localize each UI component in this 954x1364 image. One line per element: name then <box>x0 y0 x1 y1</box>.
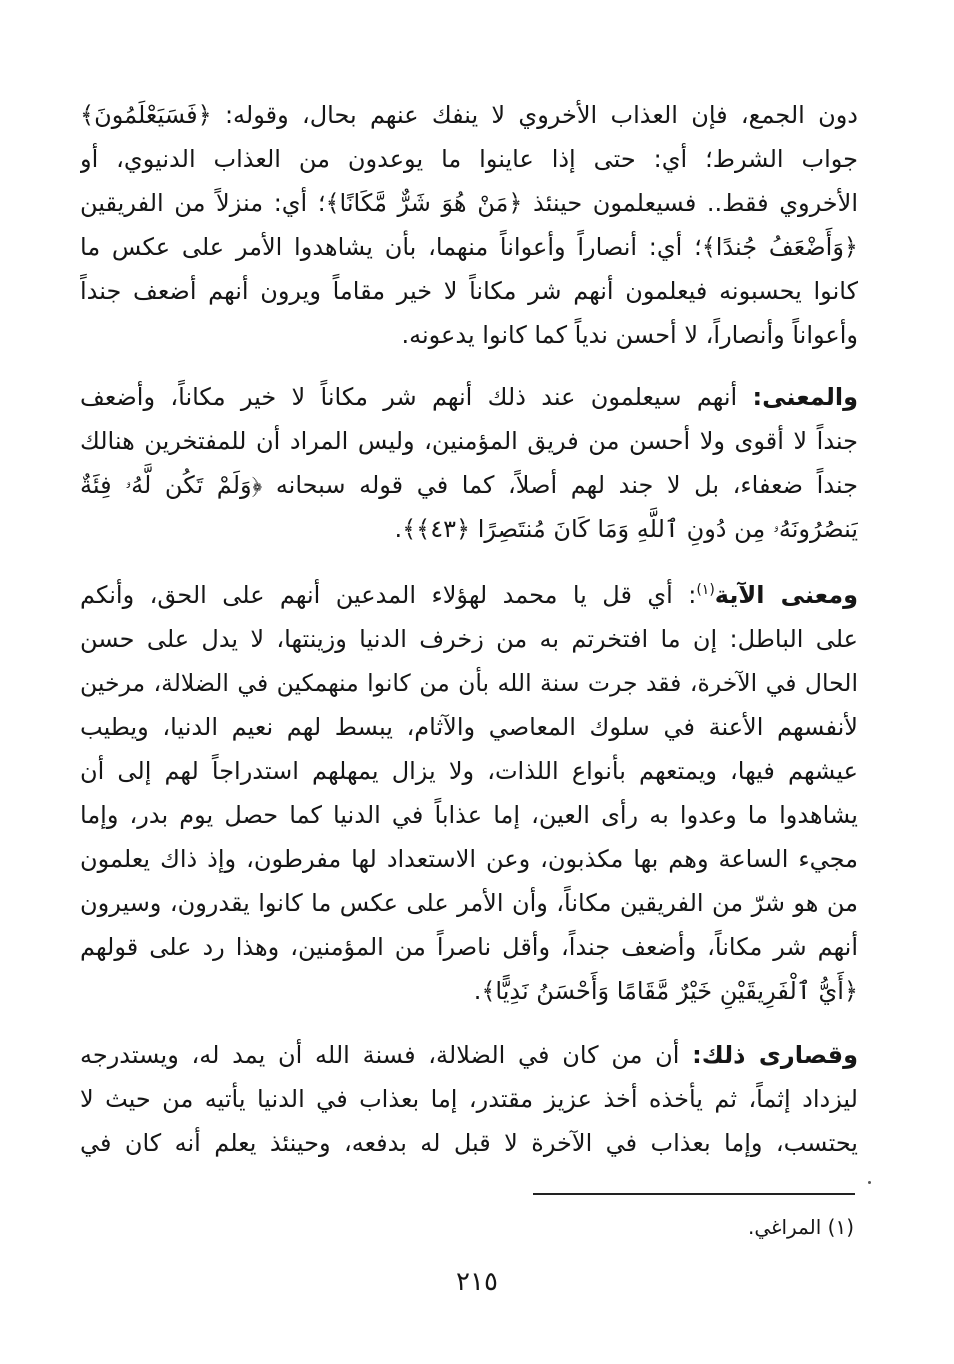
paragraph-4 <box>80 1033 858 1165</box>
text-line: من هو شرّ من الفريقين مكاناً، وأن الأمر على عكس ما كانوا يقدرون، وسيرون <box>80 889 858 917</box>
page-number: ٢١٥ <box>456 1267 498 1297</box>
text-line: جواب الشرط؛ أي: حتى إذا عاينوا ما يوعدون من العذاب الدنيوي، أو <box>80 145 858 173</box>
footnote <box>748 1210 854 1244</box>
paragraph-lead: والمعنى: <box>752 383 858 411</box>
text-line: وأعواناً وأنصاراً، لا أحسن ندياً كما كانوا يدعونه. <box>401 321 858 349</box>
paragraph-2 <box>80 375 858 551</box>
text-line <box>80 375 858 419</box>
text-line: يحتسب، وإما بعذاب في الآخرة لا قبل له بدفعه، وحينئذ يعلم أنه كان في <box>80 1129 858 1157</box>
paragraph-lead: وقصارى ذلك: <box>692 1041 858 1069</box>
text-line: الأخروي فقط.. فسيعلمون حينئذ ﴿مَنْ هُوَ شَرٌّ مَّكَانًا﴾؛ أي: منزلاً من الفريقين <box>80 189 858 217</box>
text-line <box>80 1033 858 1077</box>
paragraph-lead: ومعنى الآية <box>714 581 858 609</box>
text-line: يشاهدوا ما وعدوا به رأى العين، إما عذاباً في الدنيا كما حصل يوم بدر، وإما <box>80 801 858 829</box>
text-line <box>80 573 858 617</box>
text-line: على الباطل: إن ما افتخرتم به من زخرف الدنيا وزينتها، لا يدل على حسن <box>80 625 858 653</box>
text-line: الحال في الآخرة، فقد جرت سنة الله بأن من كانوا منهمكين في الضلالة، مرخين <box>80 669 858 697</box>
text-line: دون الجمع، فإن العذاب الأخروي لا ينفك عنهم بحال، وقوله: ﴿فَسَيَعْلَمُونَ﴾ <box>80 101 858 129</box>
text-line: ﴿وَأَضْعَفُ جُندًا﴾؛ أي: أنصاراً وأعواناً منهما، بأن يشاهدوا الأمر على عكس ما <box>80 233 858 261</box>
text-run: أن من كان في الضلالة، فسنة الله أن يمد له، ويستدرجه <box>80 1041 693 1069</box>
text-line: كانوا يحسبونه فيعلمون أنهم شر مكاناً لا خير مقاماً ويرون أنهم أضعف جنداً <box>80 277 858 305</box>
text-line: أنهم شر مكاناً، وأضعف جنداً، وأقل ناصراً من المؤمنين، وهذا رد على قولهم <box>80 933 858 961</box>
text-line: لأنفسهم الأعنة في سلوك المعاصي والآثام، يبسط لهم نعيم الدنيا، ويطيب <box>80 713 858 741</box>
footnote-divider <box>533 1193 855 1195</box>
paragraph-3 <box>80 573 858 1013</box>
text-line: يَنصُرُونَهُۥ مِن دُونِ ٱللَّهِ وَمَا كَانَ مُنتَصِرًا ﴿٤٣﴾﴾. <box>394 515 858 543</box>
text-line: جنداً لا أقوى ولا أحسن من فريق المؤمنين، وليس المراد أن للمفتخرين هنالك <box>80 427 858 455</box>
text-line: ﴿أَيُّ ٱلْفَرِيقَيْنِ خَيْرٌ مَّقَامًا وَأَحْسَنُ نَدِيًّا﴾. <box>473 977 858 1005</box>
margin-dot <box>868 1181 871 1184</box>
text-run: : أي قل يا محمد لهؤلاء المدعين أنهم على الحق، وأنكم <box>80 581 697 609</box>
text-run: أنهم سيعلمون عند ذلك أنهم شر مكاناً لا خير مكاناً، وأضعف <box>80 383 753 411</box>
footnote-reference[interactable]: (١) <box>696 582 715 598</box>
text-line: عيشهم فيها، ويمتعهم بأنواع اللذات، ولا يزال يمهلهم استدراجاً لهم إلى أن <box>80 757 858 785</box>
paragraph-1 <box>80 93 858 357</box>
text-line: ليزداد إثماً، ثم يأخذه أخذ عزيز مقتدر، إما بعذاب في الدنيا يأتيه من حيث لا <box>80 1085 858 1113</box>
text-line: مجيء الساعة وهم بها مكذبون، وعن الاستعداد لها مفرطون، وإذ ذاك يعلمون <box>80 845 858 873</box>
text-line: جنداً ضعفاء، بل لا جند لهم أصلاً، كما في قوله سبحانه ﴿وَلَمْ تَكُن لَّهُۥ فِئَةٌ <box>80 471 858 499</box>
footnote-text: المراغي. <box>747 1215 822 1239</box>
footnote-marker: (١) <box>827 1215 854 1239</box>
